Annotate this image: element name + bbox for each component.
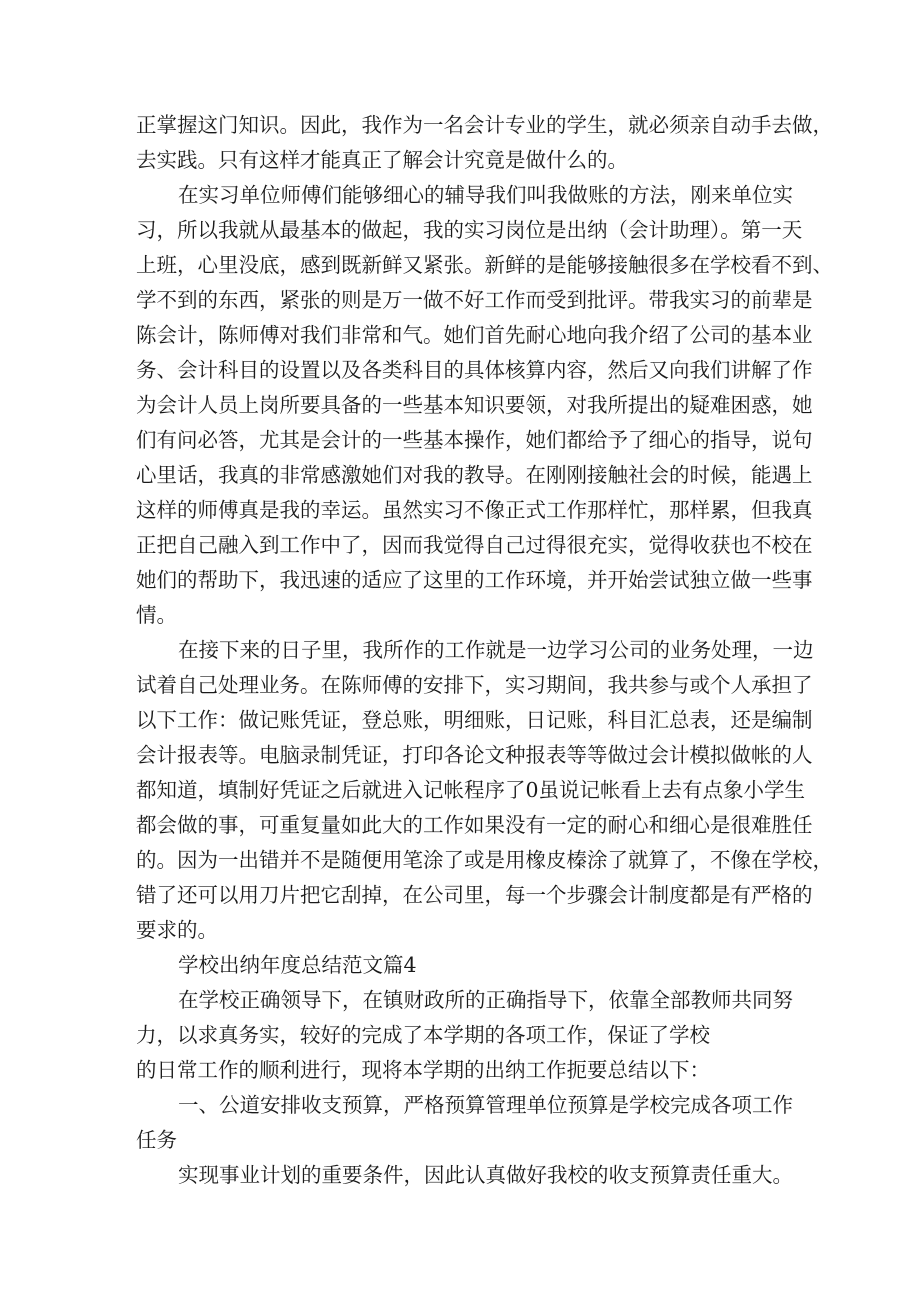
text-line: 习，所以我就从最基本的做起，我的实习岗位是出纳（会计助理）。第一天 xyxy=(136,218,803,242)
paragraph-first-line: 一、公道安排收支预算，严格预算管理单位预算是学校完成各项工作 xyxy=(178,1093,793,1117)
text-line: 要求的。 xyxy=(136,918,218,942)
text-line: 以下工作：做记账凭证，登总账，明细账，日记账，科目汇总表，还是编制 xyxy=(136,708,813,732)
text-line: 的日常工作的顺利进行，现将本学期的出纳工作扼要总结以下： xyxy=(136,1058,710,1082)
text-line: 都会做的事，可重复量如此大的工作如果没有一定的耐心和细心是很难胜任 xyxy=(136,813,813,837)
text-line: 她们的帮助下，我迅速的适应了这里的工作环境，并开始尝试独立做一些事 xyxy=(136,568,813,592)
text-line: 学不到的东西，紧张的则是万一做不好工作而受到批评。带我实习的前辈是 xyxy=(136,288,813,312)
text-line: 情。 xyxy=(136,603,177,627)
paragraph-first-line: 在接下来的日子里，我所作的工作就是一边学习公司的业务处理，一边 xyxy=(178,638,814,662)
paragraph-first-line: 在学校正确领导下，在镇财政所的正确指导下，依靠全部教师共同努 xyxy=(178,988,793,1012)
text-line: 任务 xyxy=(136,1128,177,1152)
text-line: 都知道，填制好凭证之后就进入记帐程序了0虽说记帐看上去有点象小学生 xyxy=(136,778,806,802)
text-line: 的。因为一出错并不是随便用笔涂了或是用橡皮榛涂了就算了，不像在学校， xyxy=(136,848,833,872)
document-body xyxy=(136,108,833,1193)
text-line: 正掌握这门知识。因此，我作为一名会计专业的学生，就必须亲自动手去做， xyxy=(136,113,833,137)
text-line: 上班，心里没底，感到既新鲜又紧张。新鲜的是能够接触很多在学校看不到、 xyxy=(136,253,833,277)
paragraph-first-line: 在实习单位师傅们能够细心的辅导我们叫我做账的方法，刚来单位实 xyxy=(178,183,793,207)
section-heading: 学校出纳年度总结范文篇4 xyxy=(178,953,417,977)
text-line: 这样的师傅真是我的幸运。虽然实习不像正式工作那样忙，那样累，但我真 xyxy=(136,498,813,522)
text-line: 们有问必答，尤其是会计的一些基本操作，她们都给予了细心的指导，说句 xyxy=(136,428,813,452)
text-line: 会计报表等。电脑录制凭证，打印各论文种报表等等做过会计模拟做帐的人 xyxy=(136,743,813,767)
text-line: 正把自己融入到工作中了，因而我觉得自己过得很充实，觉得收获也不校在 xyxy=(136,533,813,557)
text-line: 去实践。只有这样才能真正了解会计究竟是做什么的。 xyxy=(136,148,628,172)
text-line: 力，以求真务实，较好的完成了本学期的各项工作，保证了学校 xyxy=(136,1023,710,1047)
text-line: 陈会计，陈师傅对我们非常和气。她们首先耐心地向我介绍了公司的基本业 xyxy=(136,323,813,347)
paragraph-first-line: 实现事业计划的重要条件，因此认真做好我校的收支预算责任重大。 xyxy=(178,1163,793,1187)
text-line: 心里话，我真的非常感激她们对我的教导。在刚刚接触社会的时候，能遇上 xyxy=(136,463,813,487)
text-line: 为会计人员上岗所要具备的一些基本知识要领，对我所提出的疑难困惑，她 xyxy=(136,393,813,417)
text-line: 试着自己处理业务。在陈师傅的安排下，实习期间，我共参与或个人承担了 xyxy=(136,673,813,697)
text-line: 务、会计科目的设置以及各类科目的具体核算内容，然后又向我们讲解了作 xyxy=(136,358,813,382)
text-line: 错了还可以用刀片把它刮掉，在公司里，每一个步骤会计制度都是有严格的 xyxy=(136,883,813,907)
